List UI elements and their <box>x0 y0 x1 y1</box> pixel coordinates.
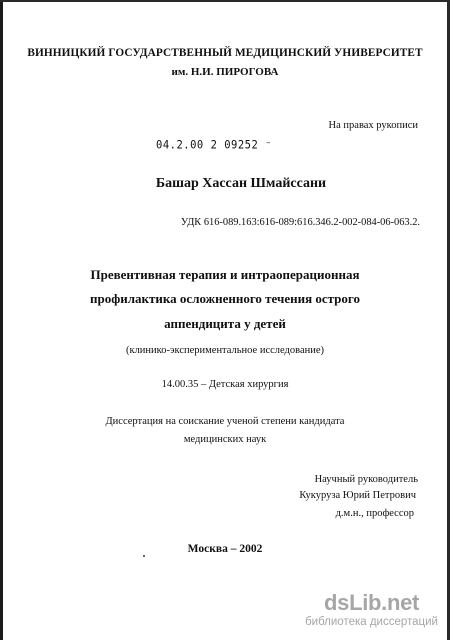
city-year: Москва – 2002 <box>187 543 263 555</box>
supervisor-name: Кукуруза Юрий Петрович <box>299 490 416 501</box>
university-name: ВИННИЦКИЙ ГОСУДАРСТВЕННЫЙ МЕДИЦИНСКИЙ УНИВЕРСИТЕТ <box>27 47 423 59</box>
supervisor-degree: д.м.н., профессор <box>335 508 414 519</box>
named-after: им. Н.И. ПИРОГОВА <box>171 66 279 78</box>
title-line-3: аппендицита у детей <box>164 316 286 331</box>
dissertation-line-1: Диссертация на соискание ученой степени кандидата <box>105 416 345 427</box>
watermark-logo: dsLib.net <box>324 590 420 615</box>
subtitle: (клинико-экспериментальное исследование) <box>125 345 325 356</box>
title-line-2: профилактика осложненного течения острого <box>90 291 360 306</box>
registration-stamp: 04.2.00 2 09252 ⁻ <box>156 138 272 152</box>
watermark-caption: библиотека диссертаций <box>305 616 438 628</box>
supervisor-label: Научный руководитель <box>314 474 418 485</box>
scan-edge-top <box>0 0 450 2</box>
manuscript-rights: На правах рукописи <box>328 120 418 131</box>
udk-code: УДК 616-089.163:616-089:616.346.2-002-084-06-063.2. <box>180 217 420 228</box>
scan-speck <box>143 555 145 557</box>
author-name: Башар Хассан Шмайссани <box>155 176 327 191</box>
dissertation-line-2: медицинских наук <box>183 434 267 445</box>
title-line-1: Превентивная терапия и интраоперационная <box>90 267 360 282</box>
specialty: 14.00.35 – Детская хирургия <box>161 379 289 390</box>
watermark <box>305 591 438 629</box>
